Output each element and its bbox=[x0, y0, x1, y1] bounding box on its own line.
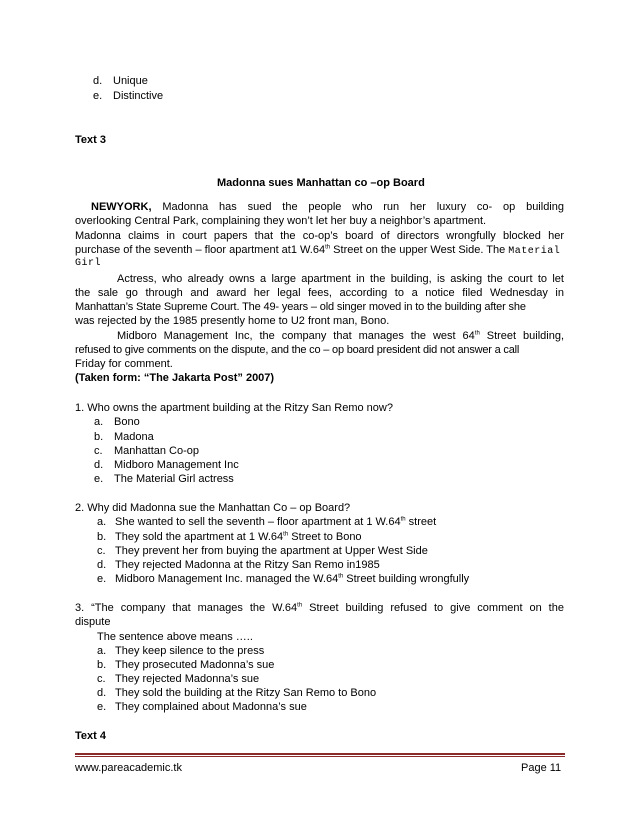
paragraph-line: Midboro Management Inc, the company that manages the west 64th Street building, bbox=[117, 330, 564, 342]
footer-page-number: Page 11 bbox=[521, 762, 562, 774]
stylized-text: Material bbox=[508, 246, 561, 257]
footer-divider-thin bbox=[75, 756, 565, 757]
section-heading-text4: Text 4 bbox=[75, 730, 106, 742]
paragraph-line: purchase of the seventh – floor apartment at1 W.64th Street on the upper West Side. The Material bbox=[75, 244, 561, 257]
option-d: d. They sold the building at the Ritzy San Remo to Bono bbox=[97, 687, 377, 699]
paragraph-line: refused to give comments on the dispute, and the co – op board president did not answer a call bbox=[75, 344, 520, 356]
option-d: d. They rejected Madonna at the Ritzy San Remo in1985 bbox=[97, 559, 380, 571]
paragraph-line: Manhattan’s State Supreme Court. The 49- years – old singer moved in to the building after she bbox=[75, 301, 526, 313]
paragraph-line: Actress, who already owns a large apartment in the building, is asking the court to let bbox=[117, 273, 564, 285]
question-3-prompt: The sentence above means ….. bbox=[97, 631, 253, 643]
article-title: Madonna sues Manhattan co –op Board bbox=[217, 177, 425, 189]
footer-divider bbox=[75, 753, 565, 755]
option-d bbox=[93, 74, 148, 88]
question-2: 2. Why did Madonna sue the Manhattan Co – op Board? bbox=[75, 502, 351, 514]
option-e: e. Midboro Management Inc. managed the W.64th Street building wrongfully bbox=[97, 573, 470, 585]
option-d: d. Midboro Management Inc bbox=[94, 459, 239, 471]
option-e bbox=[93, 89, 164, 103]
section-heading-text3: Text 3 bbox=[75, 134, 106, 146]
paragraph-line: overlooking Central Park, complaining they won’t let her buy a neighbor’s apartment. bbox=[75, 215, 487, 227]
dateline: NEWYORK, bbox=[91, 201, 152, 213]
option-a: a. Bono bbox=[94, 416, 140, 428]
option-text: Unique bbox=[113, 75, 148, 87]
option-b: b. Madona bbox=[94, 431, 154, 443]
option-b: b. They prosecuted Madonna’s sue bbox=[97, 659, 275, 671]
paragraph-line: was rejected by the 1985 presently home to U2 front man, Bono. bbox=[75, 315, 390, 327]
stylized-text: Girl bbox=[75, 258, 102, 269]
paragraph-line: the sale go through and award her legal fees, according to a notice filed Wednesday in bbox=[75, 287, 564, 299]
option-c: c. They rejected Madonna’s sue bbox=[97, 673, 260, 685]
option-c: c. Manhattan Co-op bbox=[94, 445, 199, 457]
option-text: Distinctive bbox=[113, 90, 164, 102]
option-a: a. She wanted to sell the seventh – floor apartment at 1 W.64th street bbox=[97, 516, 437, 528]
question-3: 3. “The company that manages the W.64th Street building refused to give comment on the bbox=[75, 602, 564, 614]
paragraph-line: Friday for comment. bbox=[75, 358, 173, 370]
option-c: c. They prevent her from buying the apartment at Upper West Side bbox=[97, 545, 428, 557]
option-letter: e. bbox=[93, 90, 103, 102]
option-letter: d. bbox=[93, 75, 103, 87]
question-3-cont: dispute bbox=[75, 616, 111, 628]
question-1: 1. Who owns the apartment building at the Ritzy San Remo now? bbox=[75, 402, 393, 414]
source-citation: (Taken form: “The Jakarta Post” 2007) bbox=[75, 372, 275, 384]
option-a: a. They keep silence to the press bbox=[97, 645, 265, 657]
footer-website: www.pareacademic.tk bbox=[75, 762, 182, 774]
option-e: e. The Material Girl actress bbox=[94, 473, 234, 485]
option-b: b. They sold the apartment at 1 W.64th Street to Bono bbox=[97, 531, 362, 543]
option-e: e. They complained about Madonna’s sue bbox=[97, 701, 307, 713]
paragraph-line: NEWYORK, Madonna has sued the people who run her luxury co- op building bbox=[91, 201, 564, 213]
paragraph-line: Madonna claims in court papers that the co-op’s board of directors wrongfully blocked her bbox=[75, 230, 564, 242]
